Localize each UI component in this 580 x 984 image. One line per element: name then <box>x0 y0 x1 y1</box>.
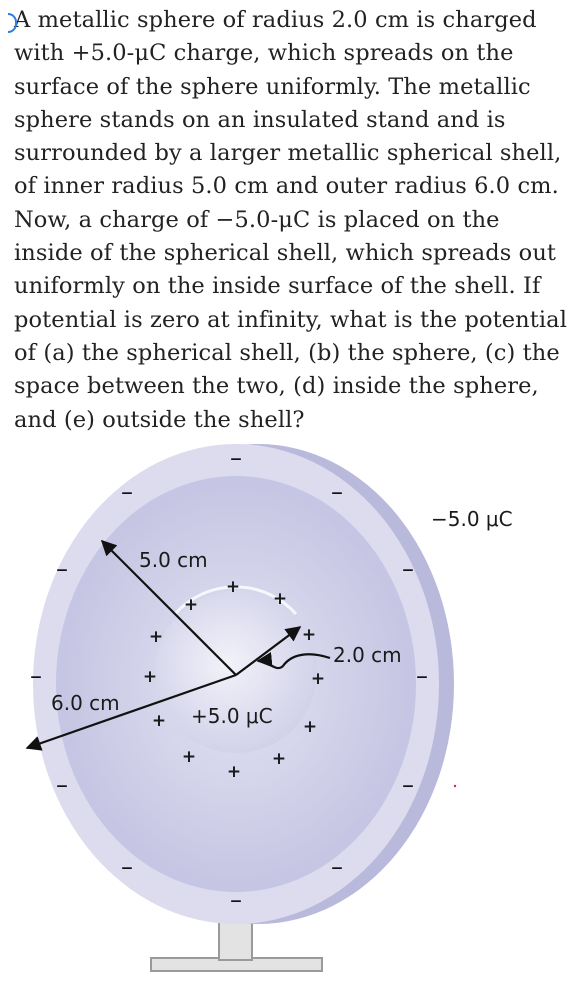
problem-line: sphere stands on an insulated stand and is <box>14 106 506 133</box>
problem-line: of (a) the spherical shell, (b) the sphere, (c) the <box>14 339 560 366</box>
plus-sign: + <box>302 717 318 737</box>
plus-sign: + <box>226 762 242 782</box>
minus-sign: – <box>402 555 414 583</box>
minus-sign: – <box>56 771 68 799</box>
problem-line: surrounded by a larger metallic spherical shell, <box>14 140 562 167</box>
sphere-charge-label: +5.0 μC <box>191 704 273 728</box>
plus-sign: + <box>148 627 164 647</box>
minus-sign: – <box>230 444 242 472</box>
plus-sign: + <box>142 667 158 687</box>
problem-line: A metallic sphere of radius 2.0 cm is charged <box>14 7 537 33</box>
minus-sign: – <box>121 478 133 506</box>
problem-line: of inner radius 5.0 cm and outer radius 6.0 cm. <box>14 173 559 200</box>
minus-sign: – <box>331 478 343 506</box>
problem-line: with +5.0-μC charge, which spreads on the <box>14 40 514 67</box>
plus-sign: + <box>151 711 167 731</box>
inner-sphere <box>155 591 317 753</box>
plus-sign: + <box>183 595 199 615</box>
plus-sign: + <box>272 589 288 609</box>
plus-sign: + <box>225 577 241 597</box>
plus-sign: + <box>301 625 317 645</box>
problem-line: space between the two, (d) inside the sphere, <box>14 373 539 400</box>
minus-sign: – <box>30 662 42 690</box>
problem-line: surface of the sphere uniformly. The metallic <box>14 73 531 100</box>
plus-sign: + <box>271 749 287 769</box>
minus-sign: – <box>56 555 68 583</box>
sphere-radius-label: 2.0 cm <box>333 643 402 667</box>
plus-sign: + <box>310 669 326 689</box>
problem-line: and (e) outside the shell? <box>14 406 305 433</box>
minus-sign: – <box>402 771 414 799</box>
problem-line: Now, a charge of −5.0-μC is placed on the <box>14 206 500 233</box>
minus-sign: – <box>230 886 242 914</box>
stray-dot <box>454 785 456 787</box>
minus-sign: – <box>331 853 343 881</box>
problem-line: potential is zero at infinity, what is the potential <box>14 306 567 333</box>
minus-sign: – <box>416 662 428 690</box>
minus-sign: – <box>121 853 133 881</box>
outer-radius-label: 6.0 cm <box>51 691 120 715</box>
shell-charge-label: −5.0 μC <box>431 507 513 531</box>
problem-line: inside of the spherical shell, which spreads out <box>14 240 557 267</box>
plus-sign: + <box>181 747 197 767</box>
inner-radius-label: 5.0 cm <box>139 548 208 572</box>
problem-line: uniformly on the inside surface of the shell. If <box>14 273 541 300</box>
